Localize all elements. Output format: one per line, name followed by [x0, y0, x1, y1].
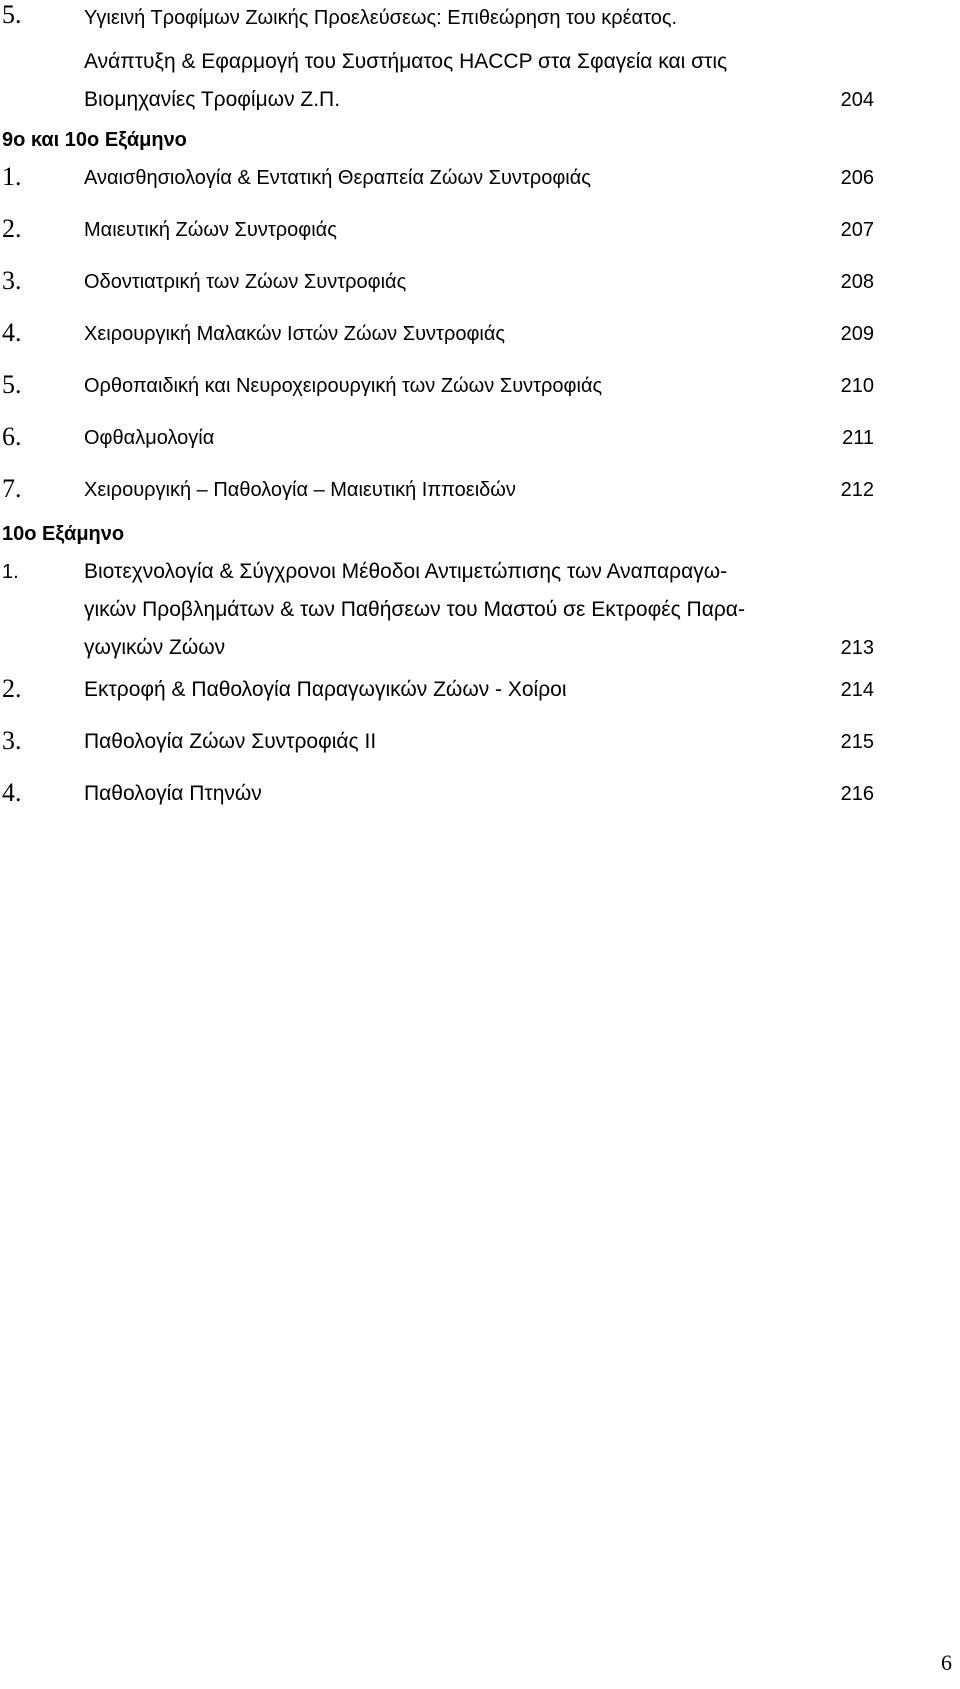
item-title-line-3: γωγικών Ζώων — [84, 636, 226, 659]
item-number: 7. — [2, 474, 22, 503]
item-page: 206 — [840, 167, 874, 189]
semester-10-heading: 10ο Εξάμηνο — [2, 523, 125, 545]
item-title: Ορθοπαιδική και Νευροχειρουργική των Ζώων Συντροφιάς — [84, 375, 603, 397]
item-number: 2. — [2, 674, 22, 703]
footer-page-number: 6 — [941, 1650, 952, 1675]
item-title-line-1: Βιοτεχνολογία & Σύγχρονοι Μέθοδοι Αντιμετώπισης των Αναπαραγω- — [84, 560, 728, 583]
item-number: 4. — [2, 318, 22, 347]
item-number: 2. — [2, 214, 22, 243]
item-number: 5. — [2, 370, 22, 399]
item-page: 213 — [840, 637, 874, 659]
entry-title-line-1: Υγιεινή Τροφίμων Ζωικής Προελεύσεως: Επιθεώρηση του κρέατος. — [84, 7, 678, 29]
item-page: 207 — [840, 219, 874, 241]
list-item — [0, 318, 960, 372]
item-page: 211 — [842, 427, 874, 449]
item-page: 214 — [840, 679, 874, 701]
item-title: Παθολογία Ζώων Συντροφιάς ΙΙ — [84, 730, 377, 753]
list-item — [0, 370, 960, 424]
entry-number: 5. — [2, 0, 22, 29]
item-page: 209 — [840, 323, 874, 345]
list-item — [0, 266, 960, 320]
item-title: Χειρουργική Μαλακών Ιστών Ζώων Συντροφιάς — [84, 323, 506, 345]
item-title: Οφθαλμολογία — [84, 427, 215, 449]
item-title: Αναισθησιολογία & Εντατική Θεραπεία Ζώων Συντροφιάς — [84, 167, 591, 189]
item-number: 4. — [2, 778, 22, 807]
list-item — [0, 422, 960, 476]
item-page: 216 — [840, 783, 874, 805]
item-number: 1. — [2, 561, 19, 583]
item-title: Χειρουργική – Παθολογία – Μαιευτική Ιπποειδών — [84, 479, 516, 501]
item-page: 215 — [840, 731, 874, 753]
list-item — [0, 214, 960, 268]
item-title: Παθολογία Πτηνών — [84, 782, 262, 805]
entry-title-line-3: Βιομηχανίες Τροφίμων Ζ.Π. — [84, 88, 341, 111]
item-page: 212 — [840, 479, 874, 501]
item-title: Οδοντιατρική των Ζώων Συντροφιάς — [84, 271, 407, 293]
item-number: 3. — [2, 266, 22, 295]
item-title-line-2: γικών Προβλημάτων & των Παθήσεων του Μαστού σε Εκτροφές Παρα- — [84, 598, 745, 621]
semester-9-10-heading: 9ο και 10ο Εξάμηνο — [2, 129, 187, 151]
item-page: 210 — [840, 375, 874, 397]
item-number: 6. — [2, 422, 22, 451]
item-title: Μαιευτική Ζώων Συντροφιάς — [84, 219, 337, 241]
list-item — [0, 778, 960, 832]
list-item — [0, 726, 960, 780]
entry-title-line-2: Ανάπτυξη & Εφαρμογή του Συστήματος HACCP στα Σφαγεία και στις — [84, 50, 728, 73]
list-item — [0, 162, 960, 216]
item-page: 208 — [840, 271, 874, 293]
toc-entry-food-hygiene — [0, 0, 960, 54]
item-number: 3. — [2, 726, 22, 755]
entry-page-number: 204 — [840, 89, 874, 111]
list-item — [0, 674, 960, 728]
item-number: 1. — [2, 162, 22, 191]
item-title: Εκτροφή & Παθολογία Παραγωγικών Ζώων - Χοίροι — [84, 678, 567, 701]
list-item — [0, 474, 960, 528]
